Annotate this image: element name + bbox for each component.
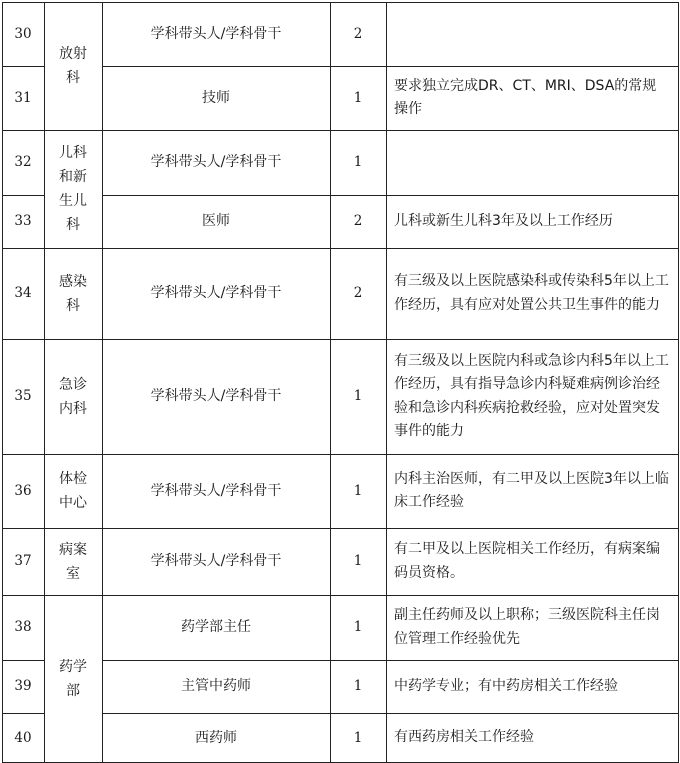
count-cell: 1: [353, 678, 363, 694]
position-cell: 学科带头人/学科骨干: [150, 25, 282, 42]
requirement-cell: [386, 528, 678, 595]
grid-line: [102, 660, 678, 661]
position-cell: 学科带头人/学科骨干: [150, 388, 282, 404]
count-cell: 1: [353, 729, 363, 746]
row-number: 34: [14, 285, 32, 301]
requirement-cell-text: 有三级及以上医院感染科或传染科5年以上工作经历，具有应对处置公共卫生事件的能力: [394, 273, 669, 313]
position-cell: 学科带头人/学科骨干: [150, 553, 282, 569]
position-cell: 主管中药师: [181, 678, 251, 694]
requirement-cell: [386, 339, 678, 454]
department-cell: [44, 130, 102, 248]
requirement-cell: [386, 248, 678, 339]
department-cell-text: 儿科和新生儿科: [59, 145, 87, 233]
requirement-cell-text: 有二甲及以上医院相关工作经历，有病案编码员资格。: [394, 541, 660, 581]
grid-line: [2, 2, 678, 3]
grid-line: [2, 248, 678, 249]
row-number: 30: [14, 25, 32, 42]
department-cell-text: 病案室: [59, 541, 87, 582]
department-cell-text: 急诊内科: [59, 376, 87, 417]
grid-line: [678, 2, 679, 763]
count-cell: 1: [353, 553, 363, 569]
row-number: 35: [14, 388, 32, 404]
grid-line: [2, 713, 44, 714]
department-cell: [44, 248, 102, 339]
grid-line: [2, 454, 678, 455]
grid-line: [102, 2, 103, 763]
grid-line: [44, 2, 45, 763]
grid-line: [102, 66, 678, 67]
row-number: 37: [14, 553, 32, 569]
requirement-cell-text: 副主任药师及以上职称；三级医院科主任岗位管理工作经验优先: [394, 607, 660, 647]
count-cell: 1: [353, 154, 363, 170]
requirement-cell: [386, 130, 678, 195]
grid-line: [2, 130, 678, 131]
count-cell: 2: [353, 285, 363, 301]
department-cell: [44, 595, 102, 763]
grid-line: [330, 2, 331, 763]
row-number: 38: [14, 619, 32, 635]
department-cell: [44, 2, 102, 130]
requirement-cell-text: 中药学专业；有中药房相关工作经验: [394, 677, 618, 694]
requirement-cell: [386, 66, 678, 130]
requirement-cell: [386, 2, 678, 66]
grid-line: [2, 660, 44, 661]
count-cell: 1: [353, 482, 363, 499]
department-cell-text: 体检中心: [59, 471, 87, 511]
row-number: 33: [14, 213, 32, 229]
position-cell: 学科带头人/学科骨干: [150, 285, 282, 301]
grid-line: [2, 66, 44, 67]
grid-line: [2, 528, 678, 529]
requirement-cell-text: 要求独立完成DR、CT、MRI、DSA的常规操作: [394, 77, 657, 117]
requirement-cell-text: 内科主治医师，有二甲及以上医院3年以上临床工作经验: [394, 470, 669, 510]
row-number: 39: [14, 678, 32, 694]
count-cell: 2: [353, 25, 363, 42]
position-cell: 技师: [202, 89, 230, 106]
row-number: 40: [14, 729, 32, 746]
department-cell-text: 感染科: [59, 273, 87, 314]
row-number: 36: [14, 482, 32, 499]
department-cell: [44, 528, 102, 595]
row-number: 31: [14, 89, 32, 106]
row-number: 32: [14, 154, 32, 170]
count-cell: 1: [353, 388, 363, 404]
requirement-cell: [386, 195, 678, 248]
position-cell: 药学部主任: [181, 619, 251, 635]
department-cell-text: 放射科: [59, 46, 87, 86]
count-cell: 1: [353, 619, 363, 635]
count-cell: 1: [353, 89, 363, 106]
position-cell: 学科带头人/学科骨干: [150, 482, 282, 499]
grid-line: [2, 339, 678, 340]
requirement-cell: [386, 454, 678, 528]
position-cell: 医师: [202, 213, 230, 229]
count-cell: 2: [353, 213, 363, 229]
requirement-cell: [386, 595, 678, 660]
grid-line: [102, 713, 678, 714]
requirement-cell: [386, 660, 678, 713]
department-cell: [44, 454, 102, 528]
requirement-cell-text: 儿科或新生儿科3年及以上工作经历: [394, 212, 613, 229]
grid-line: [386, 2, 387, 763]
requirement-cell: [386, 713, 678, 763]
requirement-cell-text: 有三级及以上医院内科或急诊内科5年以上工作经历，具有指导急诊内科疑难病例诊治经验和急诊内科疾病抢救经验，应对处置突发事件的能力: [394, 352, 669, 439]
requirement-cell-text: 有西药房相关工作经验: [394, 729, 534, 746]
grid-line: [2, 595, 678, 596]
position-cell: 学科带头人/学科骨干: [150, 154, 282, 170]
position-cell: 西药师: [195, 729, 237, 746]
grid-line: [2, 195, 44, 196]
department-cell-text: 药学部: [59, 659, 87, 699]
grid-line: [102, 195, 678, 196]
department-cell: [44, 339, 102, 454]
grid-line: [2, 2, 3, 763]
